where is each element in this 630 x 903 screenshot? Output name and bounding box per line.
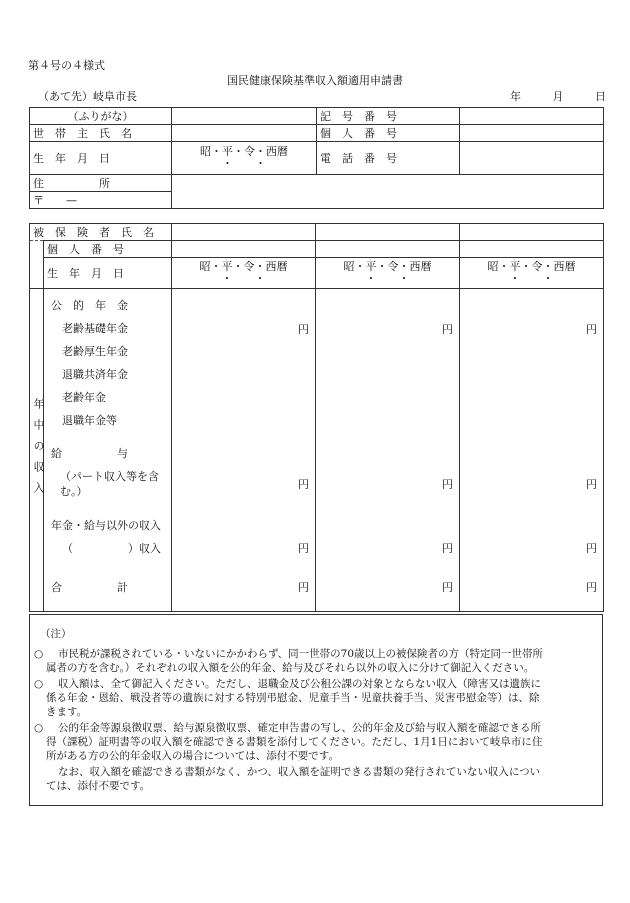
insured-birth-field-3[interactable] — [460, 258, 604, 289]
postal-label: 〒 — — [30, 192, 172, 209]
insured-personal-no-label: 個 人 番 号 — [44, 241, 172, 258]
era-dots: ・ ・ — [365, 272, 410, 285]
pension-item-4: 老齢年金 — [62, 391, 106, 404]
income-column-2[interactable] — [316, 289, 460, 612]
yen-total: 円 — [442, 581, 453, 594]
income-vertical-label: 年中の収入 — [30, 289, 44, 612]
pension-item-2: 老齢厚生年金 — [62, 345, 128, 358]
income-column-1[interactable] — [172, 289, 316, 612]
era-options: 昭・平・令・西暦 — [199, 260, 288, 273]
birth-label: 生 年 月 日 — [30, 142, 172, 175]
yen-pension: 円 — [298, 323, 309, 336]
personal-no-field[interactable] — [460, 125, 604, 142]
era-dots: ・ ・ — [509, 272, 554, 285]
pension-label: 公 的 年 金 — [51, 299, 128, 312]
birth-field[interactable] — [172, 142, 317, 175]
insured-name-label: 被 保 険 者 氏 名 — [30, 224, 172, 241]
yen-pension: 円 — [586, 323, 597, 336]
insured-birth-label: 生 年 月 日 — [44, 258, 172, 289]
insured-personal-no-field-1[interactable] — [172, 241, 316, 258]
furigana-field[interactable] — [172, 108, 317, 125]
era-options: 昭・平・令・西暦 — [200, 145, 288, 158]
yen-other: 円 — [442, 542, 453, 555]
salary-label: 給 与 — [51, 447, 128, 460]
era-options: 昭・平・令・西暦 — [343, 260, 432, 273]
address-field[interactable] — [172, 175, 604, 209]
addressee: （あて先）岐阜市長 — [38, 90, 137, 103]
insured-personal-no-field-3[interactable] — [460, 241, 604, 258]
note-2-bullet: ○ — [34, 678, 44, 690]
yen-other: 円 — [586, 542, 597, 555]
note-3-bullet: ○ — [34, 722, 44, 734]
date-year-label: 年 — [510, 90, 521, 103]
date-line — [510, 88, 606, 104]
date-month-label: 月 — [552, 90, 564, 103]
note-1-line1: 市民税が課税されている・いないにかかわらず、同一世帯の70歳以上の被保険者の方（特定同一世帯所 — [58, 648, 544, 660]
note-3-line3: 所がある方の公的年金収入の場合については、添付不要です。 — [46, 750, 339, 762]
furigana-label: （ふりがな） — [30, 108, 172, 125]
salary-note-line2: む。） — [60, 485, 88, 498]
salary-note-line1: （パート収入等を含 — [60, 470, 159, 483]
insured-personal-no-field-2[interactable] — [316, 241, 460, 258]
yen-total: 円 — [586, 581, 597, 594]
symbol-no-label: 記 号 番 号 — [317, 108, 460, 125]
note-2-line1: 収入額は、全て御記入ください。ただし、退職金及び公租公課の対象とならない収入（障害又は遺族に — [58, 678, 541, 690]
note-1-bullet: ○ — [34, 648, 44, 660]
yen-salary: 円 — [586, 478, 597, 491]
head-name-field[interactable] — [172, 125, 317, 142]
yen-salary: 円 — [298, 478, 309, 491]
insured-name-field-2[interactable] — [316, 224, 460, 241]
form-number: 第４号の４様式 — [28, 59, 105, 72]
pension-item-3: 退職共済年金 — [62, 368, 128, 381]
pension-item-1: 老齢基礎年金 — [62, 322, 128, 335]
note-2-line3: きます。 — [46, 706, 88, 718]
note-2-line2: 係る年金・恩給、戦没者等の遺族に対する特別弔慰金、児童手当・児童扶養手当、災害弔慰金等）は、除 — [46, 692, 540, 704]
yen-salary: 円 — [442, 478, 453, 491]
total-label: 合 計 — [51, 581, 128, 594]
document-title: 国民健康保険基準収入額適用申請書 — [227, 74, 403, 87]
era-options: 昭・平・令・西暦 — [487, 260, 576, 273]
era-dots: ・ ・ — [222, 157, 266, 170]
note-4-line1: なお、収入額を確認できる書類がなく、かつ、収入額を証明できる書類の発行されていない収入につい — [58, 766, 541, 778]
insured-birth-field-1[interactable] — [172, 258, 316, 289]
income-categories — [44, 289, 172, 612]
notes-box — [29, 614, 603, 806]
insured-name-field-3[interactable] — [460, 224, 604, 241]
phone-field[interactable] — [460, 142, 604, 175]
head-name-label: 世 帯 主 氏 名 — [30, 125, 172, 142]
yen-pension: 円 — [442, 323, 453, 336]
personal-no-label: 個 人 番 号 — [317, 125, 460, 142]
income-column-3[interactable] — [460, 289, 604, 612]
other-income-sub: （ ）収入 — [62, 542, 161, 555]
applicant-table — [29, 107, 604, 209]
note-4-line2: ては、添付不要です。 — [46, 780, 151, 792]
insured-name-field-1[interactable] — [172, 224, 316, 241]
note-3-line1: 公的年金等源泉徴収票、給与源泉徴収票、確定申告書の写し、公的年金及び給与収入額を確認できる所 — [58, 722, 541, 734]
pension-item-5: 退職年金等 — [62, 414, 117, 427]
other-income-label: 年金・給与以外の収入 — [51, 519, 161, 532]
insured-table — [29, 223, 604, 612]
yen-total: 円 — [298, 581, 309, 594]
date-day-label: 日 — [595, 90, 606, 103]
note-1-line2: 属者の方を含む。）それぞれの収入額を公的年金、給与及びそれら以外の収入に分けて御記入ください。 — [46, 662, 535, 674]
phone-label: 電 話 番 号 — [317, 142, 460, 175]
symbol-no-field[interactable] — [460, 108, 604, 125]
insured-birth-field-2[interactable] — [316, 258, 460, 289]
address-label: 住 所 — [30, 175, 172, 192]
era-dots: ・ ・ — [221, 272, 266, 285]
yen-other: 円 — [298, 542, 309, 555]
notes-heading: （注） — [40, 628, 72, 640]
note-3-line2: 得（課税）証明書等の収入額を確認できる書類を添付してください。ただし、1月1日において岐阜市に住 — [46, 736, 543, 748]
